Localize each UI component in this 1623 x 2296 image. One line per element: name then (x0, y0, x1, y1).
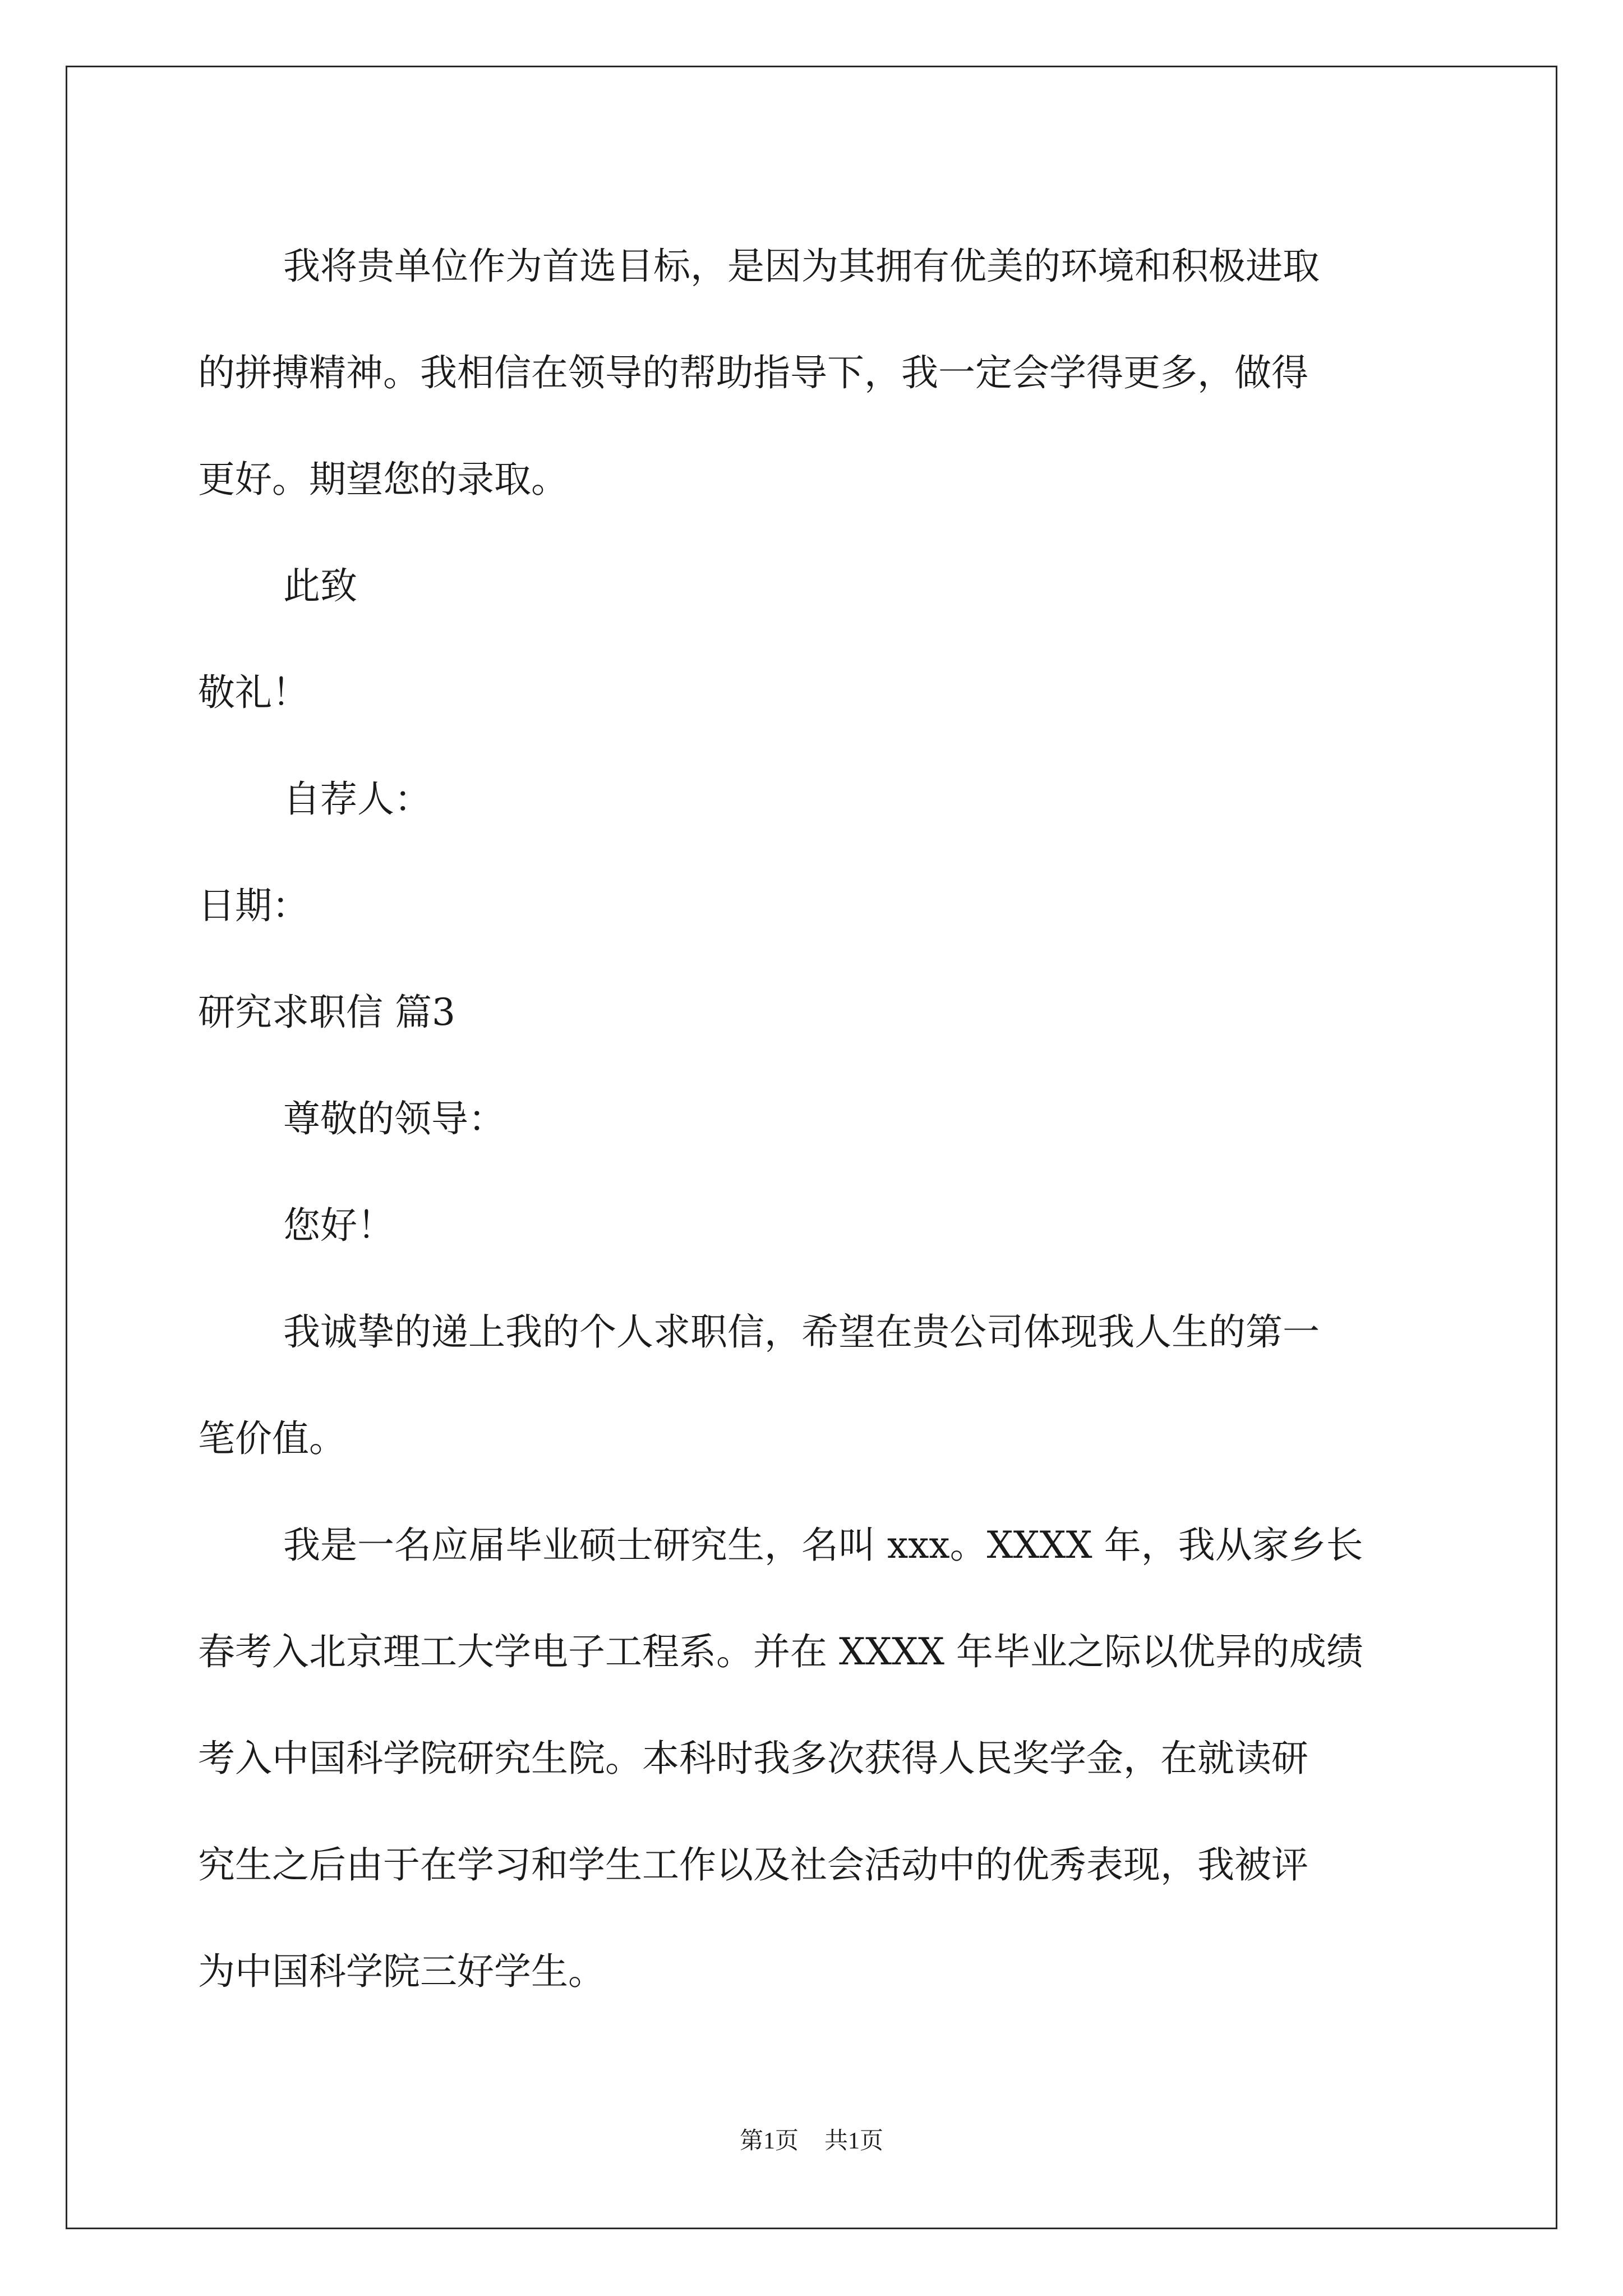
paragraph-line: 更好。期望您的录取。 (198, 458, 568, 501)
paragraph-line: 究生之后由于在学习和学生工作以及社会活动中的优秀表现，我被评 (198, 1843, 1308, 1887)
greeting-hello: 您好！ (283, 1204, 394, 1247)
page-number: 第1页 (739, 2128, 799, 2154)
paragraph-line: 为中国科学院三好学生。 (198, 1950, 605, 1993)
date-label: 日期： (198, 884, 309, 927)
document-body (198, 213, 1426, 2025)
paragraph-line: 我是一名应届毕业硕士研究生，名叫 xxx。XXXX 年，我从家乡长 (283, 1524, 1363, 1567)
closing-salutation: 此致 (283, 564, 357, 608)
paragraph-line: 笔价值。 (198, 1417, 346, 1460)
signature-label: 自荐人： (283, 777, 431, 821)
page-footer (0, 2124, 1623, 2158)
paragraph-line: 的拼搏精神。我相信在领导的帮助指导下，我一定会学得更多，做得 (198, 351, 1308, 394)
page-total: 共1页 (824, 2128, 884, 2154)
paragraph-line: 我诚挚的递上我的个人求职信，希望在贵公司体现我人生的第一 (283, 1310, 1320, 1354)
paragraph-line: 考入中国科学院研究生院。本科时我多次获得人民奖学金，在就读研 (198, 1737, 1308, 1780)
paragraph-line: 春考入北京理工大学电子工程系。并在 XXXX 年毕业之际以优异的成绩 (198, 1630, 1363, 1673)
greeting: 尊敬的领导： (283, 1097, 505, 1140)
paragraph-line: 我将贵单位作为首选目标，是因为其拥有优美的环境和积极进取 (283, 245, 1320, 288)
closing-regards: 敬礼！ (198, 671, 309, 714)
section-heading: 研究求职信 篇3 (198, 991, 455, 1034)
